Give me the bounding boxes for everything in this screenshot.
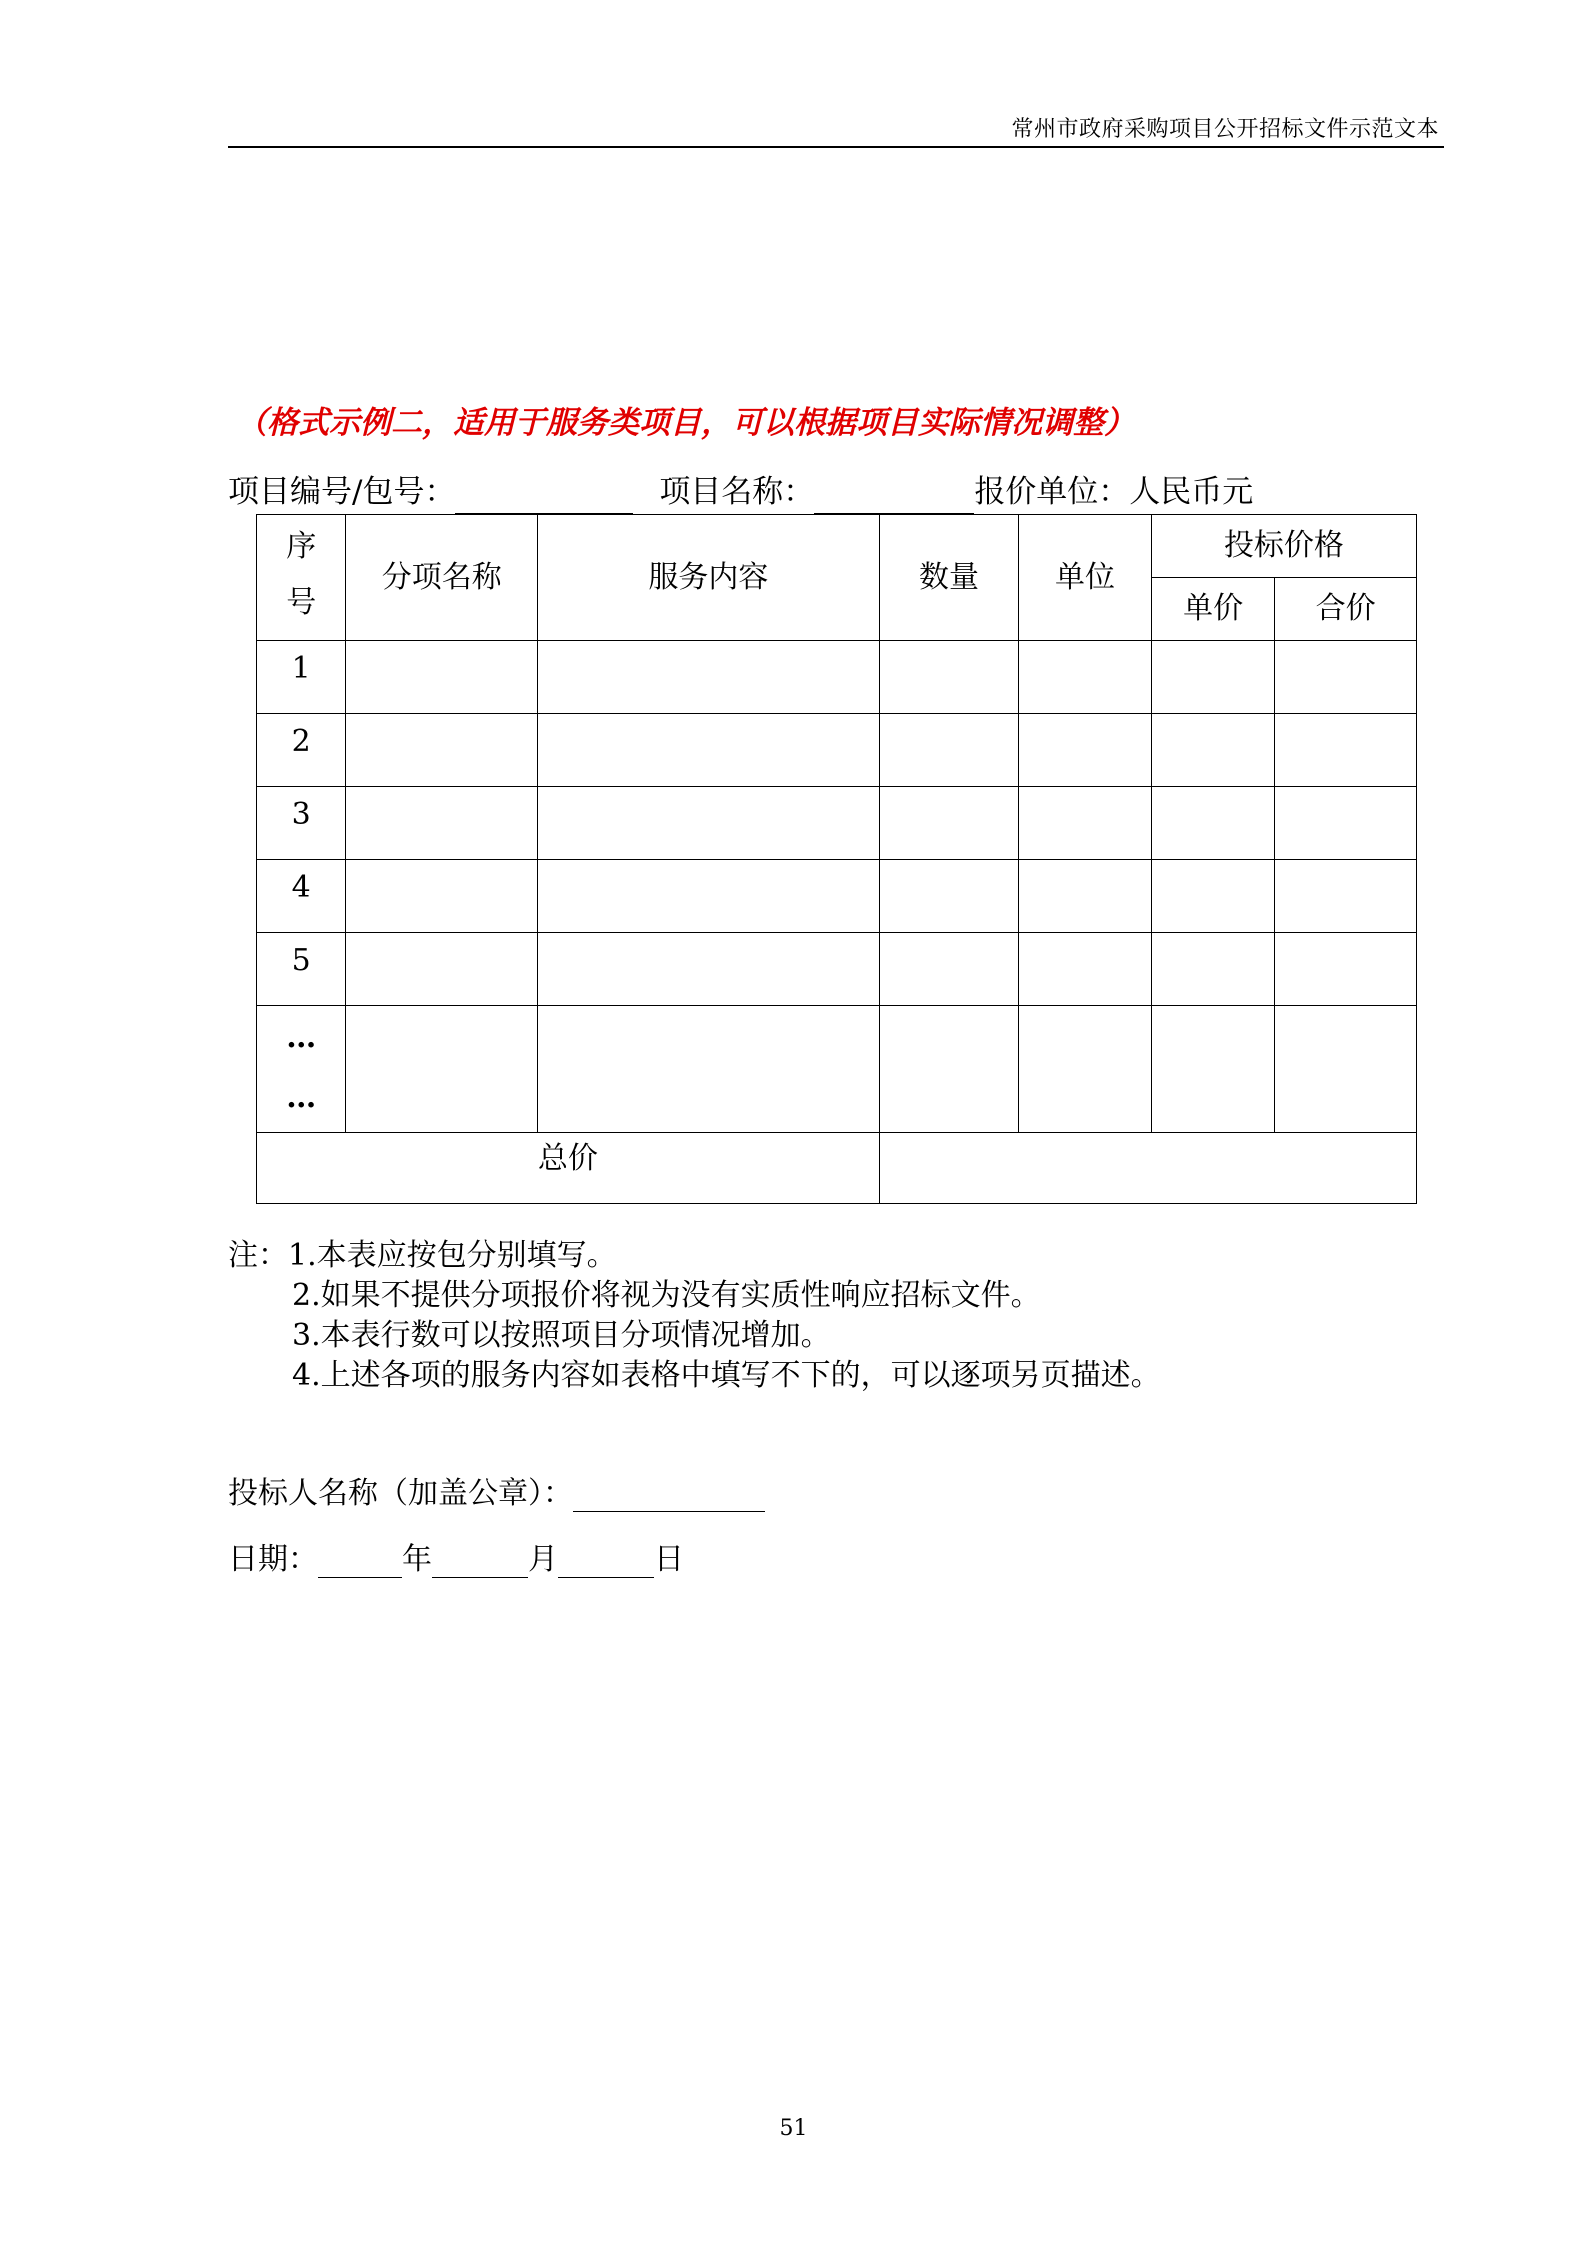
cell-total-price[interactable] (1275, 1006, 1417, 1133)
cell-service-content[interactable] (538, 641, 879, 714)
header-total-price: 合价 (1275, 578, 1417, 641)
total-value-cell[interactable] (879, 1133, 1416, 1204)
cell-quantity[interactable] (879, 641, 1019, 714)
date-label: 日期： (228, 1542, 318, 1577)
header-divider (228, 146, 1444, 148)
cell-unit[interactable] (1019, 933, 1152, 1006)
note-item: 4.上述各项的服务内容如表格中填写不下的，可以逐项另页描述。 (292, 1358, 1161, 1393)
month-label: 月 (528, 1542, 558, 1577)
table-row-ellipsis (257, 1006, 1417, 1133)
cell-item-name[interactable] (346, 860, 538, 933)
project-name-label: 项目名称： (659, 474, 815, 510)
cell-total-price[interactable] (1275, 641, 1417, 714)
cell-service-content[interactable] (538, 714, 879, 787)
bidder-name-blank[interactable] (573, 1477, 765, 1512)
table-row (257, 933, 1417, 1006)
row-number: 3 (257, 787, 346, 860)
cell-quantity[interactable] (879, 714, 1019, 787)
project-info-line (228, 470, 1253, 514)
cell-unit-price[interactable] (1151, 714, 1275, 787)
header-quantity: 数量 (879, 515, 1019, 641)
project-name-blank[interactable] (814, 479, 974, 514)
page-number: 51 (779, 2116, 808, 2141)
cell-service-content[interactable] (538, 933, 879, 1006)
cell-unit[interactable] (1019, 860, 1152, 933)
cell-total-price[interactable] (1275, 933, 1417, 1006)
table-row (257, 714, 1417, 787)
cell-unit-price[interactable] (1151, 1006, 1275, 1133)
cell-quantity[interactable] (879, 860, 1019, 933)
ellipsis-bottom: … (286, 1080, 317, 1115)
cell-unit[interactable] (1019, 641, 1152, 714)
cell-unit-price[interactable] (1151, 787, 1275, 860)
total-label: 总价 (257, 1133, 880, 1204)
header-bid-price: 投标价格 (1151, 515, 1416, 578)
cell-item-name[interactable] (346, 787, 538, 860)
note-item: 1.本表应按包分别填写。 (288, 1238, 617, 1273)
cell-item-name[interactable] (346, 641, 538, 714)
table-row (257, 787, 1417, 860)
cell-unit-price[interactable] (1151, 641, 1275, 714)
row-number: 1 (257, 641, 346, 714)
cell-quantity[interactable] (879, 933, 1019, 1006)
table-header-row (257, 515, 1417, 578)
header-title: 常州市政府采购项目公开招标文件示范文本 (1011, 117, 1439, 142)
cell-quantity[interactable] (879, 1006, 1019, 1133)
header-seq (257, 515, 346, 641)
header-seq-bottom: 号 (286, 585, 317, 620)
date-line (228, 1534, 684, 1578)
cell-item-name[interactable] (346, 714, 538, 787)
table-row (257, 641, 1417, 714)
project-no-blank[interactable] (455, 479, 633, 514)
header-service-content: 服务内容 (538, 515, 879, 641)
cell-unit-price[interactable] (1151, 860, 1275, 933)
row-number: 2 (257, 714, 346, 787)
note-item: 2.如果不提供分项报价将视为没有实质性响应招标文件。 (292, 1278, 1041, 1313)
cell-unit[interactable] (1019, 787, 1152, 860)
quotation-table (256, 514, 1417, 1204)
notes-prefix: 注： (228, 1238, 288, 1273)
cell-unit[interactable] (1019, 1006, 1152, 1133)
cell-quantity[interactable] (879, 787, 1019, 860)
cell-service-content[interactable] (538, 1006, 879, 1133)
bidder-signature-line (228, 1468, 765, 1512)
cell-unit[interactable] (1019, 714, 1152, 787)
notes (228, 1236, 1161, 1396)
month-blank[interactable] (432, 1543, 528, 1578)
cell-service-content[interactable] (538, 787, 879, 860)
format-note: （格式示例二，适用于服务类项目，可以根据项目实际情况调整） (236, 405, 1135, 441)
header-unit-price: 单价 (1151, 578, 1275, 641)
currency-label: 报价单位：人民币元 (974, 474, 1254, 510)
table-row (257, 860, 1417, 933)
cell-total-price[interactable] (1275, 714, 1417, 787)
note-item: 3.本表行数可以按照项目分项情况增加。 (292, 1318, 831, 1353)
ellipsis-top: … (286, 1020, 317, 1055)
cell-item-name[interactable] (346, 1006, 538, 1133)
year-label: 年 (402, 1542, 432, 1577)
cell-item-name[interactable] (346, 933, 538, 1006)
table-total-row (257, 1133, 1417, 1204)
header-unit: 单位 (1019, 515, 1152, 641)
project-no-label: 项目编号/包号： (228, 474, 456, 510)
year-blank[interactable] (318, 1543, 402, 1578)
row-number: 5 (257, 933, 346, 1006)
bidder-label: 投标人名称（加盖公章）： (228, 1476, 573, 1511)
day-blank[interactable] (558, 1543, 654, 1578)
header-seq-top: 序 (286, 529, 317, 564)
row-ellipsis (257, 1006, 346, 1133)
header-item-name: 分项名称 (346, 515, 538, 641)
cell-total-price[interactable] (1275, 787, 1417, 860)
row-number: 4 (257, 860, 346, 933)
cell-unit-price[interactable] (1151, 933, 1275, 1006)
cell-service-content[interactable] (538, 860, 879, 933)
cell-total-price[interactable] (1275, 860, 1417, 933)
day-label: 日 (654, 1542, 684, 1577)
